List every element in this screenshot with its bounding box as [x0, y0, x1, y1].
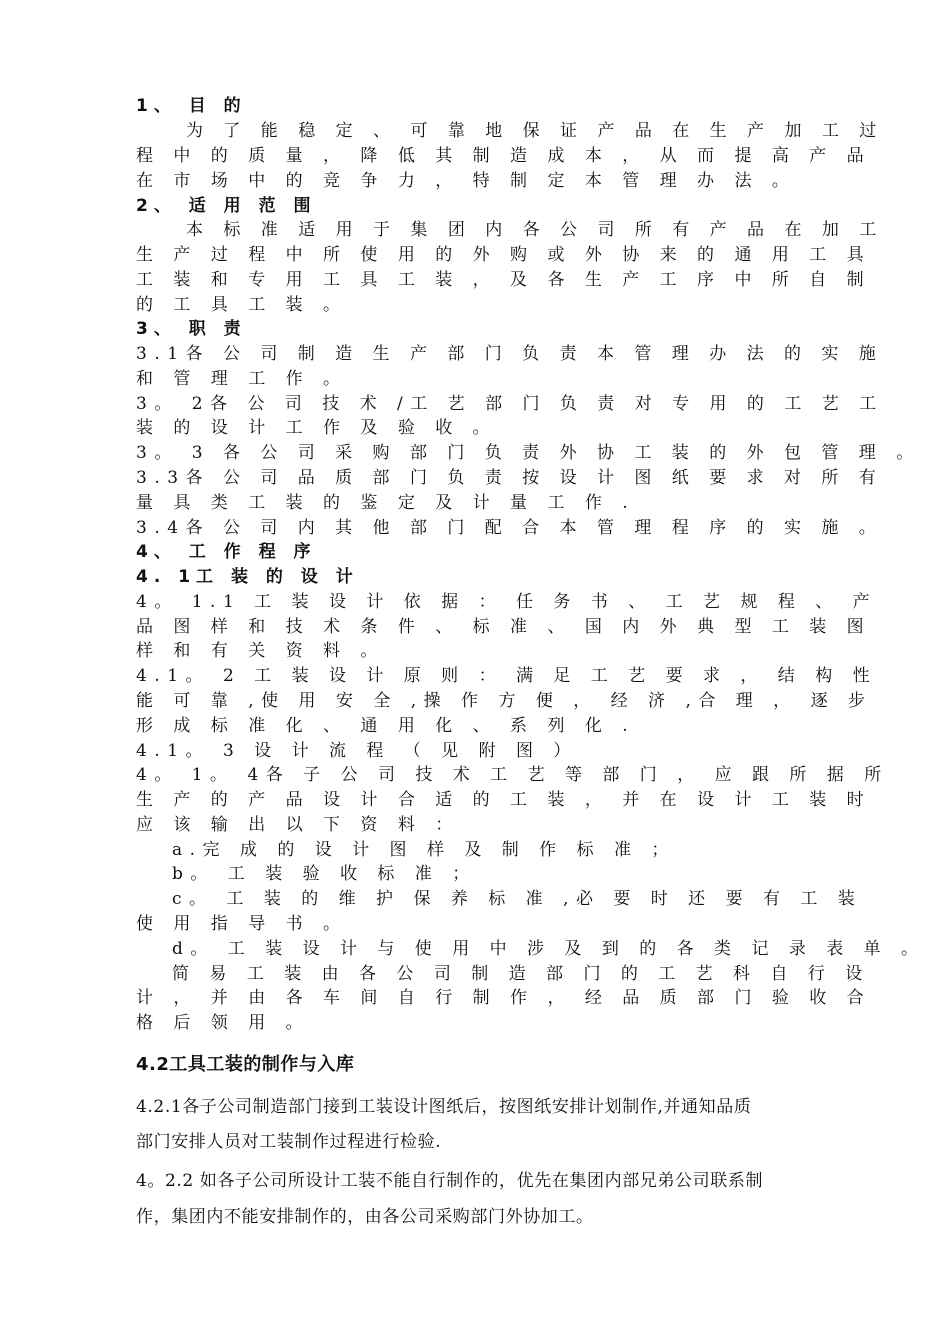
text-line: 生 产 的 产 品 设 计 合 适 的 工 装 ， 并 在 设 计 工 装 时: [136, 790, 872, 810]
text-line: 应 该 输 出 以 下 资 料 ：: [136, 815, 460, 835]
text-line: 的 工 具 工 装 。: [136, 295, 348, 315]
text-line: 量 具 类 工 装 的 鉴 定 及 计 量 工 作 .: [136, 493, 636, 513]
text-line: 4.1。 3 设 计 流 程 （ 见 附 图 ）: [136, 741, 578, 761]
text-line: 计 ， 并 由 各 车 间 自 行 制 作 ， 经 品 质 部 门 验 收 合: [136, 988, 872, 1008]
text-line: 格 后 领 用 。: [136, 1013, 311, 1033]
section-heading: 2、 适 用 范 围: [136, 196, 317, 216]
text-line: 3.3各 公 司 品 质 部 门 负 责 按 设 计 图 纸 要 求 对 所 有: [136, 468, 884, 488]
text-line: 3.1各 公 司 制 造 生 产 部 门 负 责 本 管 理 办 法 的 实 施: [136, 344, 884, 364]
text-line: 能 可 靠 ,使 用 安 全 ,操 作 方 便 ， 经 济 ,合 理 ， 逐 步: [136, 691, 873, 711]
paragraph-4-2-1-line1: 4.2.1各子公司制造部门接到工装设计图纸后，按图纸安排计划制作,并通知品质: [136, 1097, 752, 1117]
text-line: 装 的 设 计 工 作 及 验 收 。: [136, 418, 498, 438]
section-heading: 4. 1工 装 的 设 计: [136, 567, 359, 587]
text-line: 4。 1。 4各 子 公 司 技 术 工 艺 等 部 门 ， 应 跟 所 据 所: [136, 765, 889, 785]
section-heading: 4、 工 作 程 序: [136, 542, 317, 562]
text-line: 4.1。 2 工 装 设 计 原 则 ： 满 足 工 艺 要 求 ， 结 构 性: [136, 666, 878, 686]
text-line: 和 管 理 工 作 。: [136, 369, 348, 389]
section-heading-4-2: 4.2工具工装的制作与入库: [136, 1054, 355, 1075]
section-heading: 3、 职 责: [136, 319, 247, 339]
text-line: a.完 成 的 设 计 图 样 及 制 作 标 准 ；: [172, 840, 676, 860]
paragraph-4-2-1-line2: 部门安排人员对工装制作过程进行检验.: [136, 1132, 442, 1152]
text-line: 为 了 能 稳 定 、 可 靠 地 保 证 产 品 在 生 产 加 工 过: [186, 121, 884, 141]
text-line: c。 工 装 的 维 护 保 养 标 准 ,必 要 时 还 要 有 工 装: [172, 889, 863, 909]
text-line: 品 图 样 和 技 术 条 件 、 标 准 、 国 内 外 典 型 工 装 图: [136, 617, 872, 637]
paragraph-4-2-2-line2: 作，集团内不能安排制作的，由各公司采购部门外协加工。: [136, 1207, 594, 1227]
text-line: 样 和 有 关 资 料 。: [136, 641, 385, 661]
text-line: 在 市 场 中 的 竞 争 力 ， 特 制 定 本 管 理 办 法 。: [136, 171, 797, 191]
section-heading: 1、 目 的: [136, 96, 247, 116]
text-line: b。 工 装 验 收 标 准 ；: [172, 864, 477, 884]
text-line: 3。 3 各 公 司 采 购 部 门 负 责 外 协 工 装 的 外 包 管 理 。: [136, 443, 921, 463]
text-line: 4。 1.1 工 装 设 计 依 据 ： 任 务 书 、 工 艺 规 程 、 产: [136, 592, 878, 612]
text-line: 形 成 标 准 化 、 通 用 化 、 系 列 化 .: [136, 716, 636, 736]
text-line: 3。 2各 公 司 技 术 /工 艺 部 门 负 责 对 专 用 的 工 艺 工: [136, 394, 884, 414]
paragraph-4-2-2-line1: 4。2.2 如各子公司所设计工装不能自行制作的，优先在集团内部兄弟公司联系制: [136, 1171, 764, 1191]
text-line: 生 产 过 程 中 所 使 用 的 外 购 或 外 协 来 的 通 用 工 具: [136, 245, 872, 265]
text-line: 本 标 准 适 用 于 集 团 内 各 公 司 所 有 产 品 在 加 工: [186, 220, 884, 240]
text-line: 3.4各 公 司 内 其 他 部 门 配 合 本 管 理 程 序 的 实 施 。: [136, 518, 884, 538]
text-line: 使 用 指 导 书 。: [136, 914, 348, 934]
text-line: 程 中 的 质 量 ， 降 低 其 制 造 成 本 ， 从 而 提 高 产 品: [136, 146, 872, 166]
text-line: 简 易 工 装 由 各 公 司 制 造 部 门 的 工 艺 科 自 行 设: [172, 964, 870, 984]
text-line: 工 装 和 专 用 工 具 工 装 ， 及 各 生 产 工 序 中 所 自 制: [136, 270, 872, 290]
text-line: d。 工 装 设 计 与 使 用 中 涉 及 到 的 各 类 记 录 表 单 。: [172, 939, 926, 959]
